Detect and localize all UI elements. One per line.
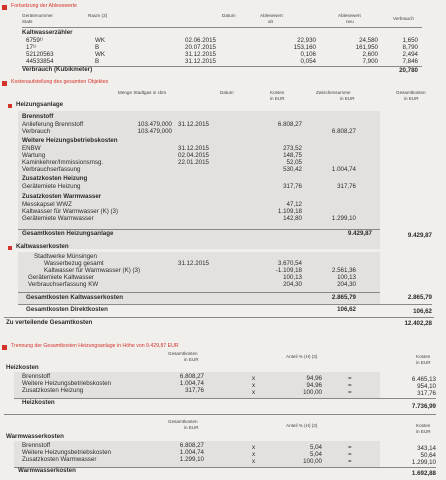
- meter-device: 44533854: [26, 58, 54, 65]
- meter-date: 31.12.2015: [185, 58, 216, 65]
- cost-date: 31.12.2015: [178, 145, 209, 152]
- split-label: Brennstoff: [22, 373, 51, 380]
- split-multiply: x: [252, 382, 256, 389]
- header-date: Datum: [220, 90, 234, 95]
- cost-subtotal: 1.004,74: [331, 166, 356, 173]
- header-costs: Kosten: [416, 423, 431, 428]
- meter-device: 52120563: [26, 51, 54, 58]
- header-old: Ablesewert: [260, 13, 283, 18]
- cost-label: Verbrauchserfassung: [22, 166, 81, 173]
- split-label: Zusatzkosten Heizung: [22, 387, 84, 394]
- cold-water-title: Kaltwasserkosten: [16, 243, 69, 250]
- cold-total-label: Gesamtkosten Kaltwasserkosten: [26, 294, 123, 301]
- meter-consumption: 7,846: [402, 58, 418, 65]
- cost-date: 22.01.2015: [178, 159, 209, 166]
- meter-consumption: 2,494: [402, 51, 418, 58]
- split-label: Weitere Heizungsbetriebskosten: [22, 380, 111, 387]
- header-device: Gerätenummer: [22, 13, 53, 18]
- cost-label: Wasserbezug gesamt: [44, 260, 104, 267]
- split-cost: 1.299,10: [411, 459, 436, 466]
- section-marker: [2, 81, 7, 86]
- split-label: Weitere Heizungsbetriebskosten: [22, 449, 111, 456]
- split-cost: 954,10: [417, 383, 436, 390]
- split-cost: 50,64: [420, 452, 436, 459]
- header-total-unit: in EUR: [404, 96, 419, 101]
- meter-room: WK: [95, 51, 105, 58]
- meter-new: 24,580: [359, 37, 378, 44]
- cost-label: Gerätemiete Warmwasser: [22, 215, 94, 222]
- split-section-title: Trennung der Gesamtkosten Heizungsanlage in Höhe von 9.429,87 EUR: [11, 343, 179, 349]
- cost-amount: 1.109,18: [277, 208, 302, 215]
- cost-label: Verbrauch: [22, 128, 51, 135]
- split-total: 6.808,27: [179, 442, 204, 449]
- divider: [14, 467, 436, 468]
- cost-subtotal: 204,30: [337, 281, 356, 288]
- header-costs-unit: in EUR: [416, 429, 431, 434]
- ww-split-title: Warmwasserkosten: [6, 433, 64, 440]
- cold-total: 2.865,79: [407, 294, 432, 301]
- cost-amount: 47,12: [286, 201, 302, 208]
- divider: [14, 398, 436, 399]
- divider: [18, 292, 380, 293]
- split-percent: 94,96: [306, 375, 322, 382]
- brennstoff-title: Brennstoff: [22, 113, 54, 120]
- cost-amount: 273,52: [283, 145, 302, 152]
- split-equals: =: [348, 375, 352, 382]
- heat-split-total: 7.736,99: [411, 403, 436, 410]
- meter-total-label: Verbrauch (Kubikmeter): [22, 66, 93, 73]
- split-multiply: x: [252, 451, 256, 458]
- header-costs-unit: in EUR: [270, 96, 285, 101]
- header-status: Stats: [22, 19, 33, 24]
- heating-title: Heizungsanlage: [16, 101, 64, 108]
- section-marker: [8, 246, 12, 250]
- split-equals: =: [348, 458, 352, 465]
- meter-new: 7,900: [362, 58, 378, 65]
- direct-costs-subtotal: 106,62: [337, 306, 356, 313]
- cost-subtotal: 100,13: [337, 274, 356, 281]
- header-quantity: Menge Stadtgas in cbm: [118, 90, 167, 95]
- split-multiply: x: [252, 389, 256, 396]
- heat-split-total-label: Heizkosten: [22, 399, 55, 406]
- cost-date: 02.04.2015: [178, 152, 209, 159]
- split-percent: 100,00: [303, 458, 322, 465]
- header-total: Gesamtkosten: [168, 351, 198, 356]
- meter-device: 6759¹⁾: [26, 37, 44, 44]
- split-percent: 5,04: [309, 451, 322, 458]
- meters-section-title: Fortsetzung der Ablesewerte: [11, 3, 78, 9]
- cost-label: Messkapsel WWZ: [22, 201, 72, 208]
- heating-total: 9.429,87: [407, 232, 432, 239]
- meter-consumption: 1,650: [402, 37, 418, 44]
- header-consumption: Verbrauch: [393, 16, 414, 21]
- direct-costs-label: Gesamtkosten Direktkosten: [26, 306, 108, 313]
- cost-amount: 6.808,27: [277, 121, 302, 128]
- header-new: Ablesewert: [338, 13, 361, 18]
- cost-label: Verbrauchserfassung KW: [28, 281, 99, 288]
- meter-room: B: [95, 58, 100, 65]
- cost-amount: -1.109,18: [275, 267, 302, 274]
- header-total: Gesamtkosten: [168, 419, 198, 424]
- cost-amount: 52,05: [286, 159, 302, 166]
- split-label: Brennstoff: [22, 442, 51, 449]
- costs-section-title: Kostenaufstellung des gesamten Objektes: [11, 79, 109, 85]
- section-marker: [2, 5, 7, 10]
- zusatz-heizung-title: Zusatzkosten Heizung: [22, 175, 88, 182]
- meter-date: 31.12.2015: [185, 51, 216, 58]
- header-date: Datum: [222, 13, 236, 18]
- weitere-title: Weitere Heizungsbetriebskosten: [22, 137, 118, 144]
- split-cost: 317,76: [417, 390, 436, 397]
- grand-total: 12.402,28: [404, 320, 432, 327]
- cost-label: Kaltwasser für Warmwasser (K) (3): [44, 267, 141, 274]
- cost-quantity: 103.479,000: [137, 121, 172, 128]
- meter-new: 2,600: [362, 51, 378, 58]
- header-costs: Kosten: [270, 90, 285, 95]
- cost-date: 31.12.2015: [178, 260, 209, 267]
- meter-old: 0,106: [300, 51, 316, 58]
- ww-split-total-label: Warmwasserkosten: [18, 467, 76, 474]
- split-equals: =: [348, 451, 352, 458]
- split-equals: =: [348, 389, 352, 396]
- header-share: Anteil % (H) (3): [286, 354, 318, 359]
- split-total: 317,76: [185, 387, 204, 394]
- header-costs-unit: in EUR: [416, 360, 431, 365]
- cost-label: Gerätemiete Kaltwasser: [28, 274, 95, 281]
- split-total: 6.808,27: [179, 373, 204, 380]
- cost-amount: 148,75: [283, 152, 302, 159]
- split-equals: =: [348, 444, 352, 451]
- heating-total-subtotal: 9.429,87: [347, 230, 372, 237]
- header-total-unit: in EUR: [184, 357, 199, 362]
- meter-old: 0,054: [300, 58, 316, 65]
- divider: [18, 304, 432, 305]
- cost-label: Gerätemiete Heizung: [22, 183, 81, 190]
- cost-amount: 530,42: [283, 166, 302, 173]
- split-total: 1.004,74: [179, 380, 204, 387]
- cost-amount: 142,80: [283, 215, 302, 222]
- header-old-sub: alt: [268, 19, 273, 24]
- cost-amount: 317,76: [283, 183, 302, 190]
- meter-group-title: Kaltwasserzähler: [22, 29, 73, 36]
- split-total: 1.004,74: [179, 449, 204, 456]
- header-subtotal: Zwischensumme: [316, 90, 351, 95]
- ww-split-total: 1.692,88: [411, 470, 436, 477]
- section-marker: [2, 345, 7, 350]
- split-percent: 100,00: [303, 389, 322, 396]
- cost-label: Anlieferung Brennstoff: [22, 121, 84, 128]
- direct-costs-total: 106,62: [413, 308, 432, 315]
- cost-label: Wartung: [22, 152, 46, 159]
- cost-subtotal: 6.808,27: [331, 128, 356, 135]
- cost-date: 31.12.2015: [178, 121, 209, 128]
- meter-date: 02.06.2015: [185, 37, 216, 44]
- meter-total: 20,780: [399, 67, 418, 74]
- heating-total-label: Gesamtkosten Heizungsanlage: [22, 230, 114, 237]
- split-multiply: x: [252, 375, 256, 382]
- cost-label: Stadtwerke Münsingen: [34, 253, 97, 260]
- split-percent: 5,04: [309, 444, 322, 451]
- meter-old: 22,930: [297, 37, 316, 44]
- cold-total-subtotal: 2.865,79: [331, 294, 356, 301]
- split-percent: 94,96: [306, 382, 322, 389]
- divider: [22, 27, 422, 28]
- cost-amount: 3.670,54: [277, 260, 302, 267]
- header-subtotal-unit: in EUR: [340, 96, 355, 101]
- cost-label: Kaminkehrer/Immissionsmsg.: [22, 159, 104, 166]
- cost-label: Kaltwasser für Warmwasser (K) (3): [22, 208, 119, 215]
- meter-room: B: [95, 44, 100, 51]
- cost-quantity: 103.479,000: [137, 128, 172, 135]
- header-total: Gesamtkosten: [396, 90, 426, 95]
- zusatz-warmwasser-title: Zusatzkosten Warmwasser: [22, 193, 102, 200]
- meter-date: 20.07.2015: [185, 44, 216, 51]
- section-marker: [8, 104, 12, 108]
- cost-amount: 100,13: [283, 274, 302, 281]
- split-total: 1.299,10: [179, 456, 204, 463]
- grand-total-label: Zu verteilende Gesamtkosten: [6, 319, 93, 326]
- split-multiply: x: [252, 444, 256, 451]
- meter-room: WK: [95, 37, 105, 44]
- meter-device: 17¹⁾: [26, 44, 37, 51]
- split-equals: =: [348, 382, 352, 389]
- meter-old: 153,160: [293, 44, 316, 51]
- split-cost: 6.465,13: [411, 376, 436, 383]
- meter-new: 161,950: [355, 44, 378, 51]
- cost-label: ENBW: [22, 145, 41, 152]
- header-share: Anteil % (H) (3): [286, 423, 318, 428]
- divider: [4, 317, 434, 318]
- header-total-unit: in EUR: [184, 425, 199, 430]
- header-costs: Kosten: [416, 354, 431, 359]
- meter-consumption: 8,790: [402, 44, 418, 51]
- header-new-sub: neu: [346, 19, 354, 24]
- split-multiply: x: [252, 458, 256, 465]
- split-cost: 343,14: [417, 445, 436, 452]
- split-label: Zusatzkosten Warmwasser: [22, 456, 97, 463]
- heat-split-title: Heizkosten: [6, 364, 39, 371]
- cost-amount: 204,30: [283, 281, 302, 288]
- cost-subtotal: 317,76: [337, 183, 356, 190]
- header-room: Raum (3): [88, 13, 108, 18]
- divider: [4, 414, 436, 415]
- cost-subtotal: 2.561,36: [331, 267, 356, 274]
- cost-subtotal: 1.299,10: [331, 215, 356, 222]
